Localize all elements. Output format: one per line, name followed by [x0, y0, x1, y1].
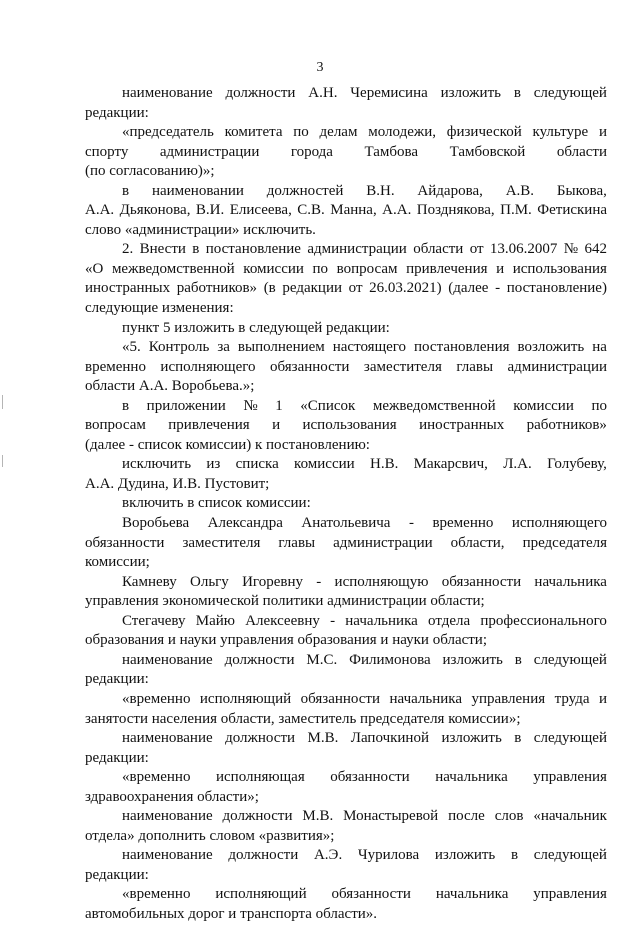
- text-line: (далее - список комиссии) к постановлению:: [85, 436, 370, 453]
- text-line: наименование должности А.Н. Черемисина изложить в следующей: [122, 85, 607, 101]
- text-line: здравоохранения области»;: [85, 788, 259, 805]
- text-line: иностранных работников» (в редакции от 26.03.2021) (далее - постановление): [85, 280, 607, 297]
- text-line: Воробьева Александра Анатольевича - временно исполняющего: [122, 515, 607, 532]
- text-line: занятости населения области, заместитель председателя комиссии»;: [85, 710, 521, 727]
- text-line: наименование должности М.В. Лапочкиной изложить в следующей: [122, 730, 607, 747]
- text-line: «5. Контроль за выполнением настоящего постановления возложить на: [122, 339, 607, 356]
- scan-margin-mark: [2, 455, 3, 467]
- text-line: наименование должности М.С. Филимонова изложить в следующей: [122, 651, 607, 668]
- text-line: следующие изменения:: [85, 300, 234, 317]
- text-line: А.А. Дьяконова, В.И. Елисеева, С.В. Манна, А.А. Позднякова, П.М. Фетискина: [85, 202, 607, 219]
- text-line: «временно исполняющая обязанности начальника управления: [122, 769, 607, 786]
- text-line: исключить из списка комиссии Н.В. Макарсвич, Л.А. Голубеву,: [122, 456, 607, 473]
- text-line: А.А. Дудина, И.В. Пустовит;: [85, 475, 270, 492]
- text-line: включить в список комиссии:: [122, 495, 311, 512]
- text-line: Камневу Ольгу Игоревну - исполняющую обязанности начальника: [122, 573, 607, 590]
- text-line: (по согласованию)»;: [85, 163, 215, 180]
- text-line: «временно исполняющий обязанности начальника управления: [122, 886, 607, 903]
- text-line: 2. Внести в постановление администрации области от 13.06.2007 № 642: [122, 241, 607, 258]
- text-line: вопросам привлечения и использования иностранных работников»: [85, 417, 607, 434]
- text-line: пункт 5 изложить в следующей редакции:: [122, 319, 390, 336]
- text-line: управления экономической политики администрации области;: [85, 593, 485, 610]
- text-line: слово «администрации» исключить.: [85, 221, 316, 238]
- text-line: отдела» дополнить словом «развития»;: [85, 827, 335, 844]
- text-line: комиссии;: [85, 554, 150, 571]
- text-line: «О межведомственной комиссии по вопросам привлечения и использования: [85, 260, 607, 277]
- text-line: временно исполняющего обязанности заместителя главы администрации: [85, 358, 607, 375]
- text-line: Стегачеву Майю Алексеевну - начальника отдела профессионального: [122, 612, 607, 629]
- text-line: редакции:: [85, 671, 149, 688]
- text-line: редакции:: [85, 866, 149, 883]
- text-line: обязанности заместителя главы администрации области, председателя: [85, 534, 607, 551]
- text-line: автомобильных дорог и транспорта области».: [85, 905, 378, 922]
- text-line: образования и науки управления образования и науки области;: [85, 632, 488, 649]
- text-line: редакции:: [85, 749, 149, 766]
- page-number: 3: [316, 60, 324, 75]
- document-body: [85, 84, 607, 925]
- text-line: в наименовании должностей В.Н. Айдарова, А.В. Быкова,: [122, 182, 607, 199]
- text-line: «временно исполняющий обязанности начальника управления труда и: [122, 690, 607, 707]
- scan-margin-mark: [2, 395, 3, 409]
- text-line: области А.А. Воробьева.»;: [85, 378, 255, 395]
- text-line: спорту администрации города Тамбова Тамбовской области: [85, 143, 607, 160]
- text-line: наименование должности М.В. Монастыревой после слов «начальник: [122, 808, 607, 825]
- text-line: «председатель комитета по делам молодежи, физической культуре и: [122, 124, 607, 141]
- text-line: редакции:: [85, 104, 149, 121]
- text-line: в приложении № 1 «Список межведомственной комиссии по: [122, 397, 607, 414]
- text-line: наименование должности А.Э. Чурилова изложить в следующей: [122, 847, 607, 864]
